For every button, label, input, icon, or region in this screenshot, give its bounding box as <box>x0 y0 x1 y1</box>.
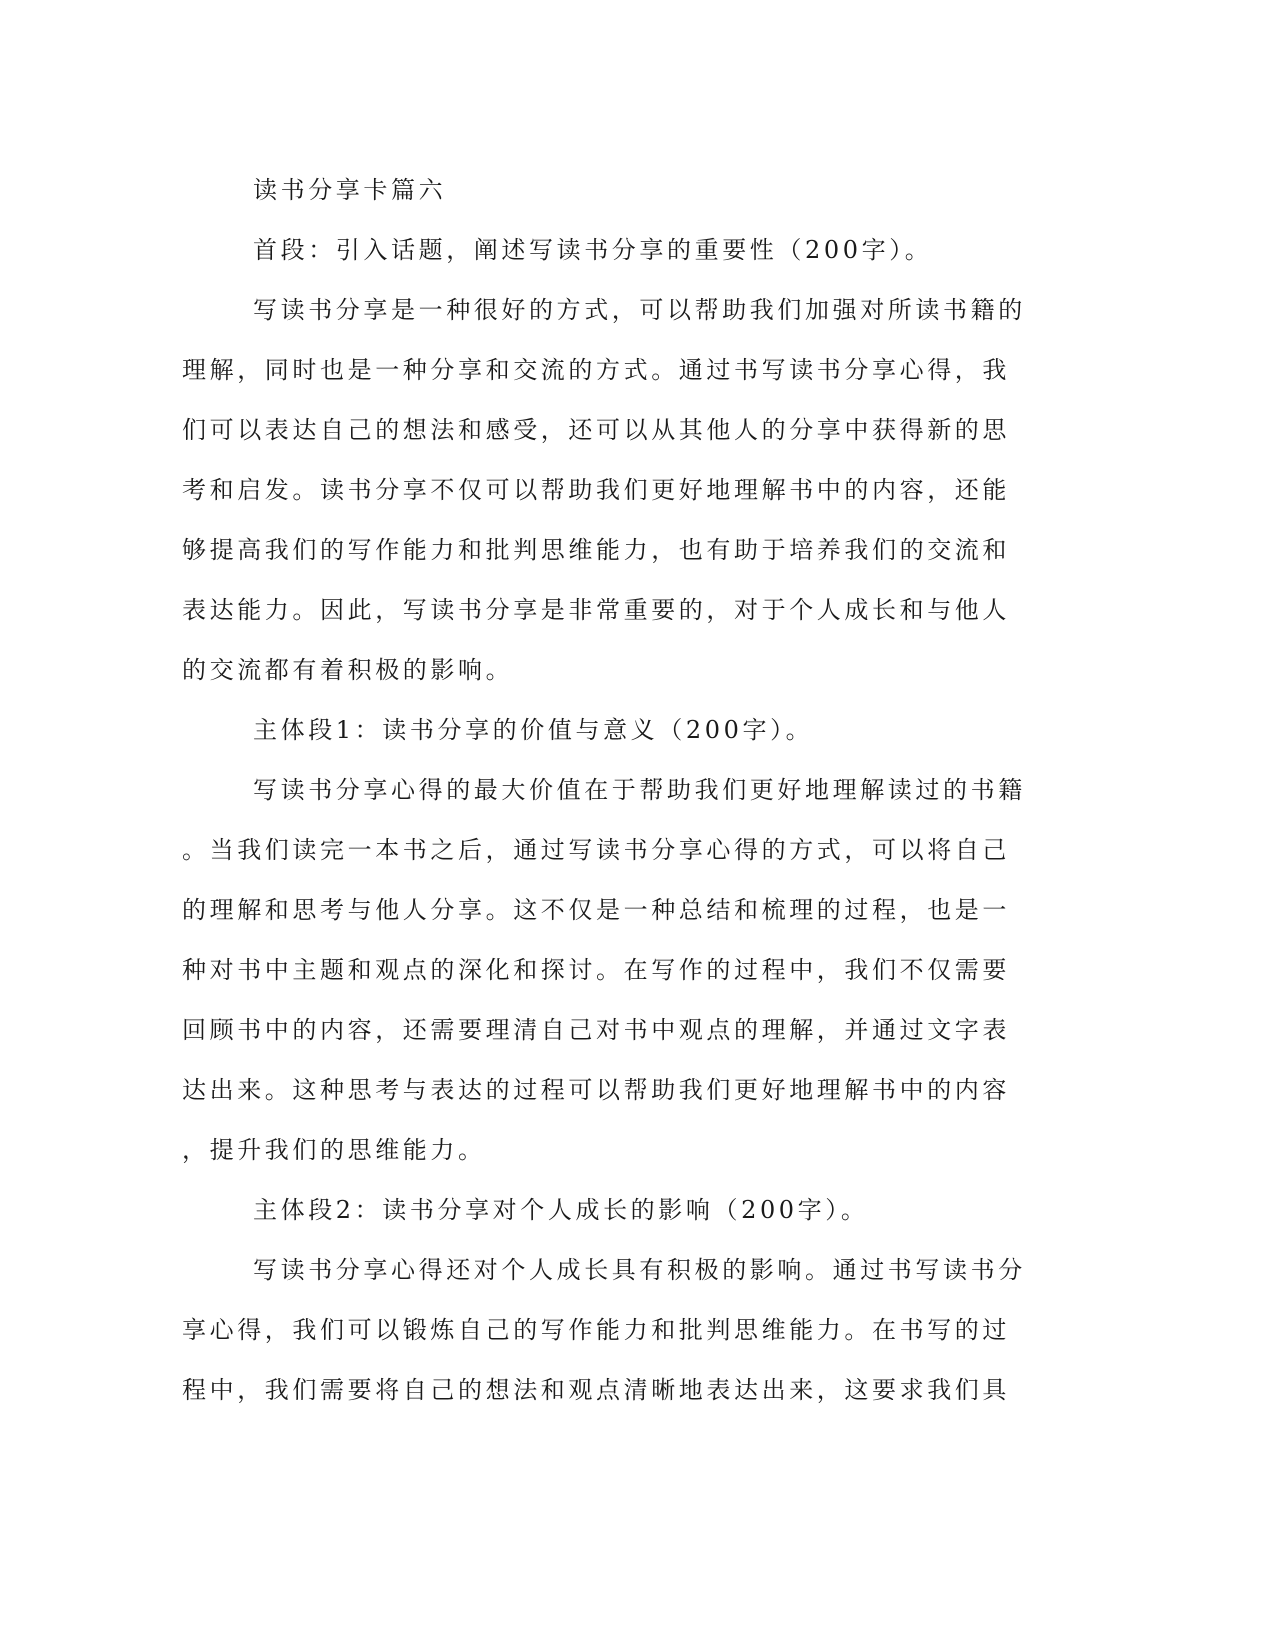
subheading-body-2: 主体段2：读书分享对个人成长的影响（200字）。 <box>253 1196 869 1224</box>
paragraph-line: ，提升我们的思维能力。 <box>182 1136 486 1164</box>
paragraph-line: 写读书分享是一种很好的方式，可以帮助我们加强对所读书籍的 <box>253 296 1026 324</box>
paragraph-line: 的交流都有着积极的影响。 <box>182 656 514 684</box>
document-body <box>182 160 1032 1420</box>
paragraph-line: 达出来。这种思考与表达的过程可以帮助我们更好地理解书中的内容 <box>182 1076 1010 1104</box>
section-heading: 读书分享卡篇六 <box>253 176 447 204</box>
paragraph-line: 程中，我们需要将自己的想法和观点清晰地表达出来，这要求我们具 <box>182 1376 1010 1404</box>
paragraph-line: 们可以表达自己的想法和感受，还可以从其他人的分享中获得新的思 <box>182 416 1010 444</box>
paragraph-line: 种对书中主题和观点的深化和探讨。在写作的过程中，我们不仅需要 <box>182 956 1010 984</box>
paragraph-line: 表达能力。因此，写读书分享是非常重要的，对于个人成长和与他人 <box>182 596 1010 624</box>
paragraph-line: 理解，同时也是一种分享和交流的方式。通过书写读书分享心得，我 <box>182 356 1010 384</box>
paragraph-line: 。当我们读完一本书之后，通过写读书分享心得的方式，可以将自己 <box>182 836 1010 864</box>
subheading-body-1: 主体段1：读书分享的价值与意义（200字）。 <box>253 716 814 744</box>
paragraph-line: 考和启发。读书分享不仅可以帮助我们更好地理解书中的内容，还能 <box>182 476 1010 504</box>
paragraph-line: 回顾书中的内容，还需要理清自己对书中观点的理解，并通过文字表 <box>182 1016 1010 1044</box>
paragraph-line: 的理解和思考与他人分享。这不仅是一种总结和梳理的过程，也是一 <box>182 896 1010 924</box>
subheading-intro: 首段：引入话题，阐述写读书分享的重要性（200字）。 <box>253 236 933 264</box>
paragraph-line: 享心得，我们可以锻炼自己的写作能力和批判思维能力。在书写的过 <box>182 1316 1010 1344</box>
paragraph-line: 够提高我们的写作能力和批判思维能力，也有助于培养我们的交流和 <box>182 536 1010 564</box>
paragraph-line: 写读书分享心得还对个人成长具有积极的影响。通过书写读书分 <box>253 1256 1026 1284</box>
paragraph-line: 写读书分享心得的最大价值在于帮助我们更好地理解读过的书籍 <box>253 776 1026 804</box>
